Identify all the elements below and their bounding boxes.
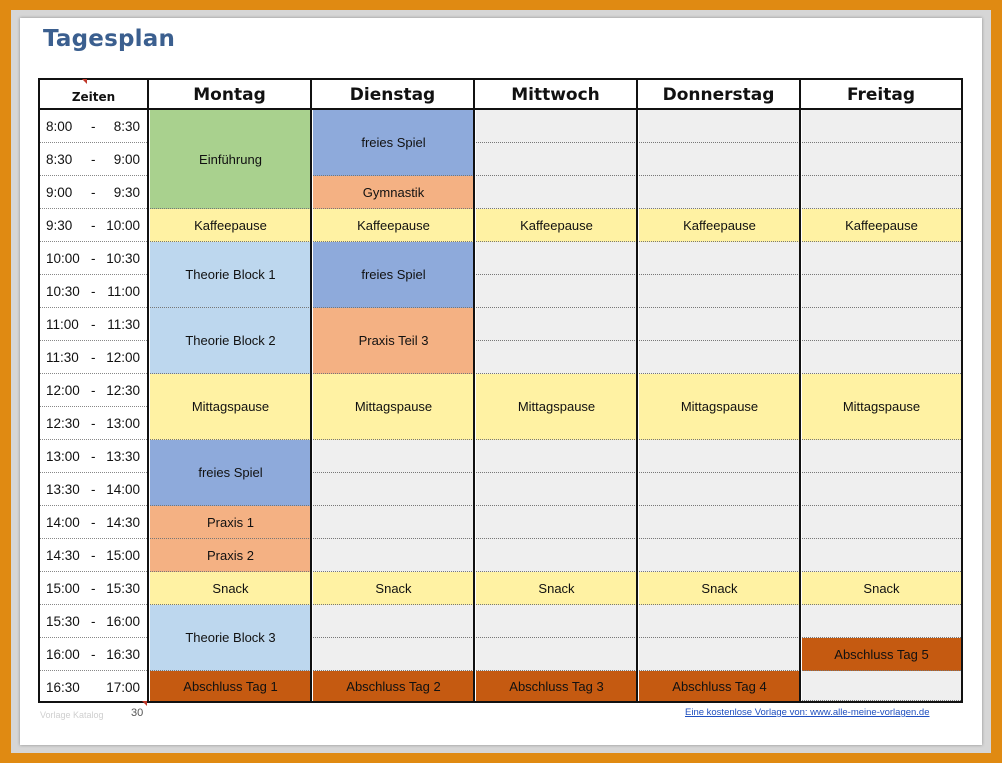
empty-slot[interactable] [476, 638, 637, 671]
slot-montag-freies-spiel[interactable]: freies Spiel [150, 440, 311, 506]
empty-slot[interactable] [639, 110, 800, 143]
time-row [40, 572, 147, 605]
slot-montag-theorie-3[interactable]: Theorie Block 3 [150, 605, 311, 671]
slot-montag-praxis-1[interactable]: Praxis 1 [150, 506, 311, 539]
time-row [40, 539, 147, 572]
comment-marker-icon [82, 79, 87, 84]
time-to: 11:30 [107, 317, 140, 332]
header-freitag: Freitag [846, 84, 916, 105]
empty-slot[interactable] [802, 242, 961, 275]
time-separator: - [91, 317, 96, 332]
empty-slot[interactable] [476, 539, 637, 572]
time-row [40, 671, 147, 701]
slot-mittwoch-mittagspause[interactable]: Mittagspause [476, 374, 637, 440]
slot-dienstag-mittagspause[interactable]: Mittagspause [313, 374, 474, 440]
empty-slot[interactable] [476, 440, 637, 473]
time-row [40, 638, 147, 671]
empty-slot[interactable] [802, 275, 961, 308]
time-separator: - [91, 449, 96, 464]
schedule-table [38, 78, 963, 703]
header-dienstag: Dienstag [312, 80, 475, 109]
time-to: 15:30 [106, 581, 140, 596]
time-separator: - [91, 284, 96, 299]
time-to: 16:00 [106, 614, 140, 629]
footer-page-number: 30 [131, 707, 144, 719]
time-to: 8:30 [113, 119, 140, 134]
time-to: 12:00 [106, 350, 140, 365]
time-separator: - [91, 383, 96, 398]
time-to: 14:00 [106, 482, 140, 497]
header-donnerstag: Donnerstag [638, 80, 801, 109]
empty-slot[interactable] [313, 506, 474, 539]
time-from: 9:00 [46, 185, 73, 200]
time-from: 16:30 [46, 680, 80, 695]
time-row [40, 275, 147, 308]
slot-dienstag-gymnastik[interactable]: Gymnastik [313, 176, 474, 209]
empty-slot[interactable] [476, 341, 637, 374]
column-divider [799, 80, 801, 701]
slot-donnerstag-mittagspause[interactable]: Mittagspause [639, 374, 800, 440]
time-separator: - [91, 482, 96, 497]
slot-donnerstag-kaffeepause[interactable]: Kaffeepause [639, 209, 800, 242]
time-separator: - [91, 152, 96, 167]
empty-slot[interactable] [802, 143, 961, 176]
column-divider [147, 80, 149, 701]
empty-slot[interactable] [802, 671, 961, 701]
slot-montag-einfuehrung[interactable]: Einführung [150, 110, 311, 209]
time-from: 11:00 [46, 317, 79, 332]
time-to: 13:30 [106, 449, 140, 464]
time-to: 15:00 [106, 548, 140, 563]
empty-slot[interactable] [639, 638, 800, 671]
empty-slot[interactable] [802, 473, 961, 506]
time-from: 10:30 [46, 284, 80, 299]
time-row [40, 242, 147, 275]
empty-slot[interactable] [639, 308, 800, 341]
empty-slot[interactable] [476, 176, 637, 209]
column-divider [636, 80, 638, 701]
empty-slot[interactable] [639, 275, 800, 308]
time-separator: - [91, 548, 96, 563]
time-from: 14:30 [46, 548, 80, 563]
slot-dienstag-abschluss[interactable]: Abschluss Tag 2 [313, 671, 474, 701]
empty-slot[interactable] [802, 605, 961, 638]
time-separator: - [91, 581, 96, 596]
time-row [40, 308, 147, 341]
time-from: 14:00 [46, 515, 80, 530]
slot-donnerstag-abschluss[interactable]: Abschluss Tag 4 [639, 671, 800, 701]
empty-slot[interactable] [802, 539, 961, 572]
empty-slot[interactable] [476, 506, 637, 539]
empty-slot[interactable] [802, 440, 961, 473]
empty-slot[interactable] [639, 143, 800, 176]
empty-slot[interactable] [476, 143, 637, 176]
empty-slot[interactable] [313, 605, 474, 638]
slot-montag-abschluss[interactable]: Abschluss Tag 1 [150, 671, 311, 701]
slot-dienstag-kaffeepause[interactable]: Kaffeepause [313, 209, 474, 242]
empty-slot[interactable] [476, 242, 637, 275]
empty-slot[interactable] [639, 242, 800, 275]
header-mittwoch: Mittwoch [475, 80, 638, 109]
time-row [40, 176, 147, 209]
slot-montag-mittagspause[interactable]: Mittagspause [150, 374, 311, 440]
footer-watermark: Vorlage Katalog [40, 710, 104, 720]
slot-dienstag-freies-spiel-1[interactable]: freies Spiel [313, 110, 474, 176]
time-to: 9:00 [113, 152, 140, 167]
header-montag: Montag [149, 80, 312, 109]
header-zeiten: Zeiten [40, 80, 149, 109]
time-row [40, 374, 147, 407]
time-from: 15:30 [46, 614, 80, 629]
empty-slot[interactable] [476, 110, 637, 143]
time-row [40, 110, 147, 143]
time-separator: - [91, 515, 96, 530]
slot-montag-theorie-2[interactable]: Theorie Block 2 [150, 308, 311, 374]
empty-slot[interactable] [476, 473, 637, 506]
empty-slot[interactable] [639, 440, 800, 473]
time-from: 16:00 [46, 647, 80, 662]
time-row [40, 341, 147, 374]
footer-credit-link[interactable]: Eine kostenlose Vorlage von: www.alle-meine-vorlagen.de [685, 707, 930, 718]
time-to: 12:30 [106, 383, 140, 398]
slot-dienstag-praxis-3[interactable]: Praxis Teil 3 [313, 308, 474, 374]
time-row [40, 473, 147, 506]
time-from: 10:00 [46, 251, 80, 266]
time-from: 12:00 [46, 383, 80, 398]
slot-dienstag-snack[interactable]: Snack [313, 572, 474, 605]
time-from: 15:00 [46, 581, 80, 596]
slot-donnerstag-snack[interactable]: Snack [639, 572, 800, 605]
time-to: 13:00 [106, 416, 140, 431]
time-to: 9:30 [113, 185, 140, 200]
empty-slot[interactable] [313, 638, 474, 671]
empty-slot[interactable] [802, 308, 961, 341]
time-separator: - [91, 185, 96, 200]
time-to: 17:00 [106, 680, 140, 695]
time-separator: - [91, 251, 96, 266]
time-from: 13:30 [46, 482, 80, 497]
time-to: 16:30 [106, 647, 140, 662]
slot-freitag-snack[interactable]: Snack [802, 572, 961, 605]
time-separator: - [91, 416, 96, 431]
time-from: 11:30 [46, 350, 79, 365]
empty-slot[interactable] [639, 605, 800, 638]
empty-slot[interactable] [639, 506, 800, 539]
empty-slot[interactable] [476, 605, 637, 638]
time-row [40, 605, 147, 638]
time-separator: - [91, 614, 96, 629]
column-divider [473, 80, 475, 701]
comment-marker-icon [142, 701, 147, 706]
time-row [40, 209, 147, 242]
empty-slot[interactable] [802, 506, 961, 539]
slot-montag-kaffeepause[interactable]: Kaffeepause [150, 209, 311, 242]
empty-slot[interactable] [313, 440, 474, 473]
slot-freitag-kaffeepause[interactable]: Kaffeepause [802, 209, 961, 242]
empty-slot[interactable] [639, 176, 800, 209]
empty-slot[interactable] [639, 473, 800, 506]
time-from: 8:00 [46, 119, 73, 134]
time-to: 11:00 [107, 284, 140, 299]
time-row [40, 407, 147, 440]
empty-slot[interactable] [313, 539, 474, 572]
time-separator: - [91, 350, 96, 365]
empty-slot[interactable] [802, 341, 961, 374]
time-from: 9:30 [46, 218, 73, 233]
time-row [40, 440, 147, 473]
time-to: 10:30 [106, 251, 140, 266]
slot-montag-praxis-2[interactable]: Praxis 2 [150, 539, 311, 572]
slot-montag-theorie-1[interactable]: Theorie Block 1 [150, 242, 311, 308]
empty-slot[interactable] [476, 275, 637, 308]
time-separator: - [91, 119, 96, 134]
slot-dienstag-freies-spiel-2[interactable]: freies Spiel [313, 242, 474, 308]
slot-mittwoch-abschluss[interactable]: Abschluss Tag 3 [476, 671, 637, 701]
column-divider [310, 80, 312, 701]
slot-mittwoch-snack[interactable]: Snack [476, 572, 637, 605]
page-title: Tagesplan [43, 26, 176, 52]
time-separator: - [91, 647, 96, 662]
time-to: 14:30 [106, 515, 140, 530]
empty-slot[interactable] [476, 308, 637, 341]
time-from: 13:00 [46, 449, 80, 464]
time-to: 10:00 [106, 218, 140, 233]
time-row [40, 506, 147, 539]
time-from: 12:30 [46, 416, 80, 431]
slot-freitag-mittagspause[interactable]: Mittagspause [802, 374, 961, 440]
empty-slot[interactable] [802, 176, 961, 209]
empty-slot[interactable] [639, 539, 800, 572]
empty-slot[interactable] [313, 473, 474, 506]
empty-slot[interactable] [802, 110, 961, 143]
time-from: 8:30 [46, 152, 73, 167]
time-row [40, 143, 147, 176]
slot-freitag-abschluss[interactable]: Abschluss Tag 5 [802, 638, 961, 671]
empty-slot[interactable] [639, 341, 800, 374]
slot-mittwoch-kaffeepause[interactable]: Kaffeepause [476, 209, 637, 242]
slot-montag-snack[interactable]: Snack [150, 572, 311, 605]
time-separator: - [91, 218, 96, 233]
